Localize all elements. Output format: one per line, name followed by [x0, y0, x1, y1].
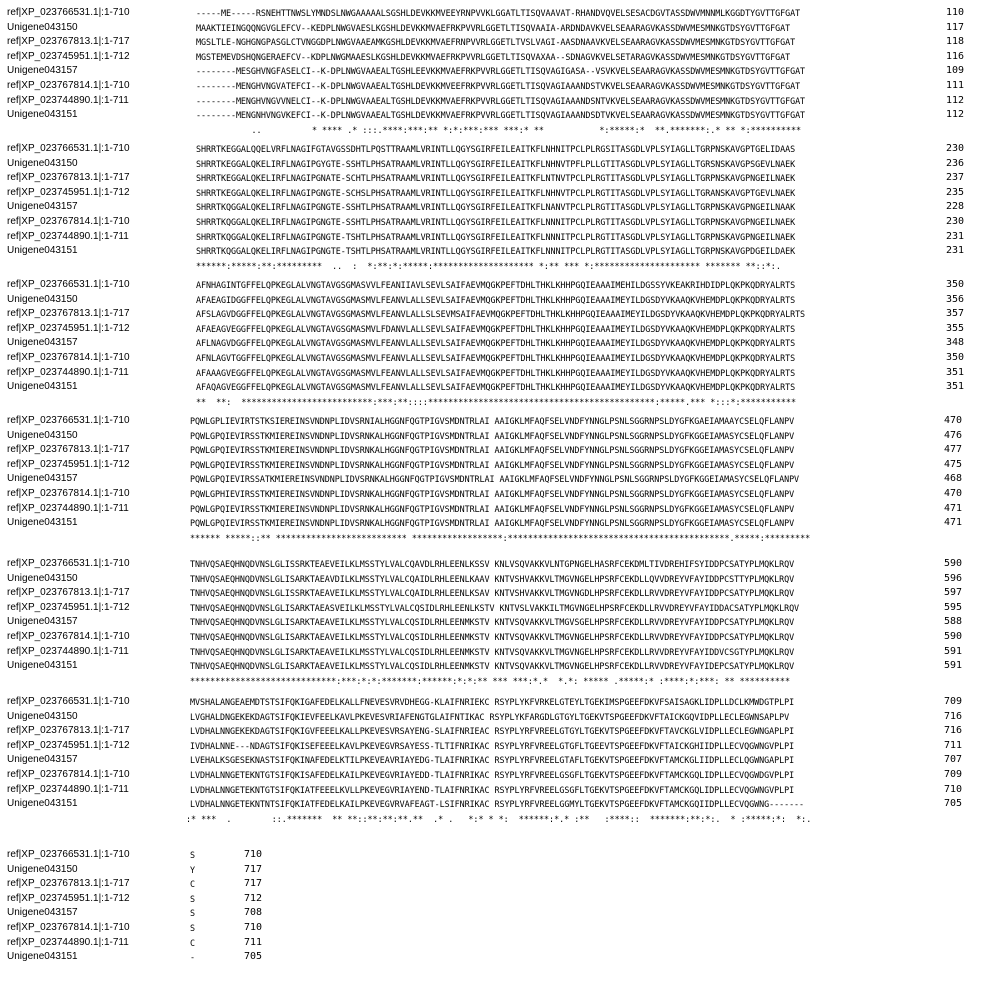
alignment-row	[0, 171, 986, 185]
sequence-name: Unigene043151	[7, 245, 78, 257]
residue-position: 231	[945, 230, 964, 242]
sequence-name: Unigene043151	[7, 381, 78, 393]
residue-position: 475	[943, 458, 962, 470]
residue-position: 355	[945, 322, 964, 334]
sequence-name: ref|XP_023767814.1|:1-710	[7, 769, 130, 780]
sequence-residues: PQWLGPQIEVIRSSTKMIEREINSVNDNPLIDVSRNKALHGGNFQGTPIGVSMDNTRLAI AAIGKLMFAQFSELVNDFYNNGLPSNLSGGRNPSLDYGFKGGEIAMASYCSELQFLANPV	[190, 459, 795, 470]
sequence-residues: MAAKTIEINGQQNGVGLEFCV--KEDPLNWGVAESLKGSHLDEVKKMVAEFRKPVVRLGGETLTISQVAAIA-ARDNDAVKVELSEAARAGVKASSDWVMESMNKGTDSYGVTTGFGAT	[196, 22, 791, 33]
alignment-row	[0, 443, 986, 457]
residue-position: 230	[945, 143, 964, 154]
sequence-residues: SHRRTKQGGALQKELIRFLNAGIPGNGTE-SSHTLPHSATRAAMLVRINTLLQGYSGIRFEILEAITKFLNNNITPCLPLRGTITASGDLVPLSYIAGLLTGRPNSKAVGPNGEILNAEK	[196, 217, 796, 227]
alignment-row	[0, 557, 986, 571]
alignment-row	[0, 336, 986, 350]
sequence-residues: LVEHALKSGESEKNASTSIFQKINAFEDELKTILPKEVEAVRIAYEDG-TLAIFNRIKAC RSYPLYRFVREELGTAFLTGEKVTSPGEEFDKVFTAMCKGLIIDPLLECLQGWNGAPLPI	[190, 755, 795, 766]
sequence-name: Unigene043150	[7, 21, 78, 33]
residue-position: 231	[945, 245, 964, 257]
alignment-row	[0, 429, 986, 443]
residue-position: 237	[945, 172, 964, 184]
residue-position: 708	[243, 907, 262, 919]
consensus-line: .. * **** .* :::.****:***:** *:*:***:*** ***:* ** *:*****:* **.*******:.* ** *:**********	[196, 124, 802, 135]
alignment-row	[0, 351, 986, 365]
alignment-row	[0, 921, 986, 935]
residue-position: 717	[243, 878, 262, 890]
consensus-line: :* *** . ::.******* ** **::**:**:**.** .* . *:* * *: ******:*.* :** :****:: *******:**:*:. * :*****:*: *:.	[186, 813, 812, 824]
residue-position: 591	[943, 645, 962, 657]
residue-position: 230	[945, 216, 964, 227]
alignment-row	[0, 458, 986, 472]
residue-position: 471	[943, 517, 962, 529]
sequence-residues: SHRRTKQGGALQKELIRFLNAGIPGNGTE-TSHTLPHSATRAAMLVRINTLLQGYSGIRFEILEAITKFLNNNITPCLPLRGTITASGDLVPLSYIAGLLTGRPNSKAVGPDGEILDAEK	[196, 246, 796, 257]
sequence-residues: TNHVQSAEQHNQDVNSLGLISARKTAEAVEILKLMSSTYLVALCQSIDLRHLEENMKSTV KNTVSQVAKKVLTMGVSGELHPSRFCEKDLLRVVDREYVFAYIDDPCSATYPLMQKLRQV	[190, 617, 795, 628]
sequence-name: Unigene043151	[7, 660, 78, 672]
sequence-residues: MGSLTLE-NGHGNGPASGLCTVNGGDPLNWGVAAEAMKGSHLDEVKKMVAEFRNPVVRLGGETLTVSLVAGI-AASDNAAVKVELSEAARAGVKASSDWVMESMNKGTDSYGVTTGFGAT	[196, 37, 796, 48]
alignment-row	[0, 244, 986, 258]
sequence-name: ref|XP_023766531.1|:1-710	[7, 143, 130, 154]
sequence-residues: S	[190, 850, 195, 860]
sequence-name: Unigene043157	[7, 337, 78, 349]
residue-position: 705	[943, 798, 962, 810]
alignment-row	[0, 414, 986, 428]
sequence-name: Unigene043151	[7, 517, 78, 529]
sequence-residues: TNHVQSAEQHNQDVNSLGLISARKTAEAVEILKLMSSTYLVALCQSIDLRHLEENMKSTV KNTVSQVAKKVLTMGVNGELHPSRFCEKDLLRVVDREYVFAYIDDVCSGTYPLMQKLRQV	[190, 646, 795, 657]
residue-position: 470	[943, 415, 962, 426]
residue-position: 588	[943, 616, 962, 628]
residue-position: 236	[945, 157, 964, 169]
sequence-name: ref|XP_023744890.1|:1-711	[7, 94, 129, 106]
alignment-row	[0, 157, 986, 171]
residue-position: 350	[945, 279, 964, 290]
alignment-block	[0, 695, 986, 830]
sequence-name: ref|XP_023744890.1|:1-711	[7, 783, 129, 795]
residue-position: 468	[943, 473, 962, 485]
residue-position: 707	[943, 754, 962, 766]
sequence-residues: PQWLGPQIEVIRSSTKMIEREINSVNDNPLIDVSRNKALHGGNFQGTPIGVSMDNTRLAI AAIGKLMFAQFSELVNDFYNNGLPSNLSGGRNPSLDYGFKGGEIAMASYCSELQFLANPV	[190, 518, 795, 529]
consensus-line: ****** *****::** ************************** ******************:********************************************.*****:*********	[190, 532, 811, 543]
alignment-block	[0, 414, 986, 549]
alignment-row	[0, 950, 986, 964]
sequence-residues: AFLNAGVDGGFFELQPKEGLALVNGTAVGSGMASMVLFEANVLALLSEVLSAIFAEVMQGKPEFTDHLTHKLKHHPGQIEAAAIMEYILDGSDYVKAAQKVHEMDPLQKPKQDRYALRTS	[196, 338, 796, 349]
alignment-row	[0, 64, 986, 78]
alignment-row	[0, 863, 986, 877]
sequence-residues: SHRRTKEGGALQQELVRFLNAGIFGTAVGSSDHTLPQSTTRAAMLVRINTLLQGYSGIRFEILEAITKFLNHNITPCLPLRGSITASGDLVPLSYIAGLLTGRPNSKAVGPTGELIDAAS	[196, 144, 796, 154]
sequence-name: ref|XP_023745951.1|:1-712	[7, 458, 130, 470]
consensus-line: ** **: **************************:***:**::::*********************************************:*****.*** *:::*:***********	[196, 396, 797, 407]
residue-position: 596	[943, 572, 962, 584]
alignment-row	[0, 739, 986, 753]
sequence-residues: PQWLGPQIEVIRSSTKMIEREINSVNDNPLIDVSRNKALHGGNFQGTPIGVSMDNTRLAI AAIGKLMFAQFSELVNDFYNNGLPSNLSGGRNPSLDYGFKGGEIAMASYCSELQFLANPV	[190, 445, 795, 456]
alignment-row	[0, 892, 986, 906]
sequence-residues: SHRRTKQGGALQKELIRFLNAGIPGNGTE-TSHTLPHSATRAAMLVRINTLLQGYSGIRFEILEAITKFLNNNITPCLPLRGTITASGDLVPLSYIAGLLTGRPNSKAVGPNGEILNAEK	[196, 231, 796, 242]
sequence-residues: PQWLGPQIEVIRSSTKMIEREINSVNDNPLIDVSRNKALHGGNFQGTPIGVSMDNTRLAI AAIGKLMFAQFSELVNDFYNNGLPSNLSGGRNPSLDYGFKGGEIAMASYCSELQFLANPV	[190, 503, 795, 514]
sequence-name: ref|XP_023744890.1|:1-711	[7, 230, 129, 242]
sequence-residues: C	[190, 879, 195, 890]
sequence-name: Unigene043150	[7, 863, 78, 875]
alignment-block	[0, 278, 986, 413]
sequence-name: ref|XP_023745951.1|:1-712	[7, 186, 130, 198]
residue-position: 477	[943, 444, 962, 456]
sequence-residues: AFSLAGVDGGFFELQPKEGLALVNGTAVGSGMASMVLFEANVLALLSLSEVMSAIFAEVMQGKPEFTDHLTHKLKHHPGQIEAAAIMEYILDGSDYVKAAQKVHEMDPLQKPKQDRYALRTS	[196, 309, 806, 320]
sequence-residues: S	[190, 908, 195, 919]
alignment-block	[0, 142, 986, 277]
sequence-name: ref|XP_023766531.1|:1-710	[7, 696, 130, 707]
sequence-residues: S	[190, 893, 195, 904]
residue-position: 470	[943, 488, 962, 499]
sequence-name: ref|XP_023744890.1|:1-711	[7, 502, 129, 514]
residue-position: 716	[943, 725, 962, 737]
sequence-residues: AFAEAGVEGGFFELQPKEGLALVNGTAVGSGMASMVLFDANVLALLSEVLSAIFAEVMQGKPEFTDHLTHKLKHHPGQIEAAAIMEYILDGSDYVKAAQKVHEMDPLQKPKQDRYALRTS	[196, 323, 796, 334]
residue-position: 709	[943, 769, 962, 780]
sequence-name: ref|XP_023766531.1|:1-710	[7, 279, 130, 290]
alignment-row	[0, 724, 986, 738]
sequence-name: Unigene043150	[7, 293, 78, 305]
alignment-block	[0, 848, 986, 983]
sequence-residues: -----ME-----RSNEHTTNWSLYMNDSLNWGAAAAALSGSHLDEVKKMVEEYRNPVVKLGGATLTISQVAAVAT-RHANDVQVELSESACDGVTASSDWVMNNMLKGGDTYGVTTGFGAT	[196, 8, 801, 18]
residue-position: 705	[243, 951, 262, 963]
sequence-residues: AFAAAGVEGGFFELQPKEGLALVNGTAVGSGMASMVLFEANVLALLSEVLSAIFAEVMQGKPEFTDHLTHKLKHHPGQIEAAAIMEYILDGSDYVKAAQKVHEMDPLQKPKQDRYALRTS	[196, 367, 796, 378]
alignment-row	[0, 230, 986, 244]
sequence-name: ref|XP_023766531.1|:1-710	[7, 415, 130, 426]
sequence-residues: TNHVQSAEQHNQDVNSLGLISARKTAEAVDILKLMSSTYLVALCQAIDLRHLEENLKAAV KNTVSHVAKKVLTMGVNGELHPSRFCEKDLLQVVDREYVFAYIDDPCSTTYPLMQKLRQV	[190, 573, 795, 584]
sequence-name: ref|XP_023767814.1|:1-710	[7, 80, 130, 91]
alignment-row	[0, 142, 986, 156]
residue-position: 591	[943, 660, 962, 672]
sequence-residues: AFNHAGINTGFFELQPKEGLALVNGTAVGSGMASVVLFEANIIAVLSEVLSAIFAEVMQGKPEFTDHLTHKLKHHPGQIEAAAIMEHILDGSSYVKEAKRIHDIDPLQKPKQDRYALRTS	[196, 280, 796, 290]
sequence-name: ref|XP_023767814.1|:1-710	[7, 216, 130, 227]
alignment-row	[0, 645, 986, 659]
residue-position: 711	[243, 936, 262, 948]
residue-position: 350	[945, 352, 964, 363]
residue-position: 228	[945, 201, 964, 213]
residue-position: 348	[945, 337, 964, 349]
sequence-residues: LVDHALNNGETEKNTGTSIFQKISAFEDELKAILPKEVEGVRIAYEDD-TLAIFNRIKAC RSYPLYRFVREELGSGFLTGEKVTSPGEEFDKVFTAMCKGQLIDPLLECVQGWDGVPLPI	[190, 770, 795, 780]
sequence-name: ref|XP_023767814.1|:1-710	[7, 488, 130, 499]
alignment-row	[0, 200, 986, 214]
sequence-residues: TNHVQSAEQHNQDVNSLGLISARKTAEAVEILKLMSSTYLVALCQSIDLRHLEENMKSTV KNTVSQVAKKVLTMGVNGELHPSRFCEKDLLRVVDREYVFAYIDDPCSATYPLMQKLRQV	[190, 632, 795, 642]
alignment-row	[0, 877, 986, 891]
residue-position: 476	[943, 429, 962, 441]
residue-position: 712	[243, 892, 262, 904]
alignment-row	[0, 848, 986, 862]
sequence-name: ref|XP_023767813.1|:1-717	[7, 36, 130, 48]
alignment-row	[0, 50, 986, 64]
residue-position: 710	[243, 849, 262, 860]
alignment-block	[0, 6, 986, 141]
sequence-residues: TNHVQSAEQHNQDVNSLGLISSRKTAEAVEILKLMSSTYLVALCQAIDLRHLEENLKSAV KNTVSHVAKKVLTMGVNGDLHPSRFCEKDLLRVVDREYVFAYIDDPCSATYPLMQKLRQV	[190, 588, 795, 599]
consensus-line: ******:*****:**:********* .. : *:**:*:*****:******************** *:** *** *:********************* ******* **::*:.	[196, 260, 781, 271]
sequence-residues: SHRRTKEGGALQKELIRFLNAGIPGNATE-SCHTLPHSATRAAMLVRINTLLQGYSGIRFEILEAITKFLNTNVTPCLPLRGTITASGDLVPLSYIAGLLTGRPNSKAVGPNGEILNAEK	[196, 173, 796, 184]
sequence-name: Unigene043151	[7, 798, 78, 810]
alignment-row	[0, 380, 986, 394]
alignment-row	[0, 659, 986, 673]
residue-position: 716	[943, 710, 962, 722]
sequence-name: ref|XP_023745951.1|:1-712	[7, 50, 130, 62]
alignment-row	[0, 472, 986, 486]
sequence-name: Unigene043157	[7, 754, 78, 766]
sequence-residues: TNHVQSAEQHNQDVNSLGLISARKTAEAVEILKLMSSTYLVALCQSIDLRHLEENMKSTV KNTVSQVAKKVLTMGVNGELHPSRFCEKDLLRVVDREYVFAYIDEPCSATYPLMQKLRQV	[190, 661, 795, 672]
sequence-name: ref|XP_023767814.1|:1-710	[7, 352, 130, 363]
residue-position: 710	[243, 922, 262, 933]
sequence-residues: IVDHALNNE---NDAGTSIFQKISEFEEELKAVLPKEVEGVRSAYESS-TLTIFNRIKAC RSYPLYRFVREELGTGFLTGEEVTSPGEEFDKVFTAICKGHIIDPLLECVQGWNGVPLPI	[190, 740, 795, 751]
residue-position: 111	[945, 80, 964, 91]
sequence-name: Unigene043157	[7, 201, 78, 213]
alignment-block	[0, 557, 986, 692]
sequence-name: ref|XP_023767813.1|:1-717	[7, 587, 130, 599]
sequence-name: Unigene043150	[7, 429, 78, 441]
residue-position: 112	[945, 94, 964, 106]
residue-position: 357	[945, 308, 964, 320]
sequence-residues: MGSTEMEVDSHQNGERAEFCV--KDPLNWGMAAESLKGSHLDEVKKMVAEFRKPVVRLGGETLTISQVAXAA--SDNAGVKVELSETARAGVKASSDWVMESMNKGTDSYGVTTGFGAT	[196, 51, 791, 62]
sequence-name: ref|XP_023745951.1|:1-712	[7, 601, 130, 613]
residue-position: 590	[943, 558, 962, 569]
sequence-name: Unigene043157	[7, 473, 78, 485]
alignment-row	[0, 35, 986, 49]
alignment-row	[0, 502, 986, 516]
alignment-row	[0, 94, 986, 108]
sequence-residues: LVDHALNNGETEKNTNTSIFQKIATFEDELKAILPKEVEGVRVAFEAGT-LSIFNRIKAC RSYPLYRFVREELGGMYLTGEKVTSPGEEFDKVFTAMCKGQIIDPLLECVQGWNG-------	[190, 799, 805, 810]
residue-position: 709	[943, 696, 962, 707]
sequence-name: ref|XP_023745951.1|:1-712	[7, 892, 130, 904]
sequence-name: ref|XP_023767813.1|:1-717	[7, 725, 130, 737]
sequence-name: ref|XP_023745951.1|:1-712	[7, 322, 130, 334]
alignment-row	[0, 487, 986, 501]
alignment-row	[0, 6, 986, 20]
residue-position: 471	[943, 502, 962, 514]
sequence-residues: AFAEAGIDGGFFELQPKEGLALVNGTAVGSGMASMVLFEANVLALLSEVLSAIFAEVMQGKPEFTDHLTHKLKHHPGQIEAAAIMEYILDGSDYVKAAQKVHEMDPLQKPKQDRYALRTS	[196, 294, 796, 305]
sequence-name: ref|XP_023767813.1|:1-717	[7, 878, 130, 890]
sequence-name: Unigene043150	[7, 157, 78, 169]
alignment-row	[0, 366, 986, 380]
alignment-row	[0, 906, 986, 920]
sequence-name: Unigene043151	[7, 109, 78, 121]
alignment-row	[0, 21, 986, 35]
alignment-row	[0, 615, 986, 629]
sequence-residues: SHRRTKQGGALQKELIRFLNAGIPGNGTE-SSHTLPHSATRAAMLVRINTLLQGYSGIRFEILEAITKFLNANVTPCLPLRGTITASGDLVPLSYIAGLLTGRPNSKAVGPNGEILNAAK	[196, 202, 796, 213]
sequence-residues: AFAQAGVEGGFFELQPKEGLALVNGTAVGSGMASMVLFEANVLALLSEVLSAIFAEVMQGKPEFTDHLTHKLKHHPGQIEAAAIMEYILDGSDYVKAAQKVHEMDPLQKPKQDRYALRTS	[196, 382, 796, 393]
sequence-name: ref|XP_023767814.1|:1-710	[7, 631, 130, 642]
sequence-name: ref|XP_023767813.1|:1-717	[7, 444, 130, 456]
sequence-residues: SHRRTKEGGALQKELIRFLNAGIPGYGTE-SSHTLPHSATRAAMLVRINTLLQGYSGIRFEILEAITKFLNHNVTPFLPLLGTITASGDLVPLSYIAGLLTGRSNSKAVGPSGEVLNAEK	[196, 158, 796, 169]
sequence-residues: LVDHALNNGETEKNTGTSIFQKIATFEEELKVLLPKEVEGVRIAYEND-TLAIFNRIKAC RSYPLYRFVREELGSGFLTGEKVTSPGEEFDKVFTAMCKGQLIDPLLECVQGWNGVPLPI	[190, 784, 795, 795]
sequence-name: ref|XP_023744890.1|:1-711	[7, 645, 129, 657]
residue-position: 118	[945, 36, 964, 48]
residue-position: 597	[943, 587, 962, 599]
sequence-name: ref|XP_023766531.1|:1-710	[7, 7, 130, 18]
sequence-residues: LVGHALDNGEKEKDAGTSIFQKIEVFEELKAVLPKEVESVRIAFENGTGLAIFNTIKAC RSYPLYKFARGDLGTGYLTGEKVTSPGEEFDKVFTAICKGQVIDPLLECLEGWNSAPLPV	[190, 711, 790, 722]
alignment-row	[0, 695, 986, 709]
alignment-row	[0, 601, 986, 615]
sequence-name: ref|XP_023744890.1|:1-711	[7, 366, 129, 378]
alignment-row	[0, 710, 986, 724]
sequence-residues: MVSHALANGEAEMDTSTSIFQKIGAFEDELKALLFNEVESVRVDHEGG-KLAIFNRIEKC RSYPLYKFVRKELGTEYLTGEKIMSPGEEFDKVFSAISAGKLIDPLLDCLKMWDGTPLPI	[190, 697, 795, 707]
sequence-residues: -	[190, 952, 195, 963]
sequence-residues: S	[190, 923, 195, 933]
alignment-row	[0, 322, 986, 336]
consensus-line: *****************************:***:*:*:*******:******:*:*:** *** ***:*.* *.*: ***** .*****:* :****:*:***: ** **********	[190, 675, 791, 686]
alignment-row	[0, 307, 986, 321]
residue-position: 109	[945, 65, 964, 77]
sequence-residues: PQWLGPQIEVIRSSTKMIEREINSVNDNPLIDVSRNKALHGGNFQGTPIGVSMDNTRLAI AAIGKLMFAQFSELVNDFYNNGLPSNLSGGRNPSLDYGFKGGEIAMASYCSELQFLANPV	[190, 430, 795, 441]
sequence-residues: --------MESGHVNGFASELCI--K-DPLNWGVAAEALTGSHLEEVKKMVAEFRKPVVRLGGETLTISQVAGIGASA--VSVKVELSEAARAGVKASSDWVMESMNKGTDSYGVTTGFGAT	[196, 66, 806, 77]
residue-position: 717	[243, 863, 262, 875]
sequence-residues: LVDHALNNGEKEKDAGTSIFQKIGVFEEELKALLPKEVESVRSAYENG-SLAIFNRIEAC RSYPLYRFVREELGTGYLTGEKVTSPGEEFDKVFTAVCKGLVIDPLLECLEGWNGAPLPI	[190, 726, 795, 737]
sequence-name: ref|XP_023767813.1|:1-717	[7, 308, 130, 320]
alignment-row	[0, 79, 986, 93]
sequence-residues: PQWLGPHIEVIRSSTKMIEREINSVNDNPLIDVSRNKALHGGNFQGTPIGVSMDNTRLAI AAIGKLMFAQFSELVNDFYNNGLPSNLSGGRNPSLDYGFKGGEIAMASYCSELQFLANPV	[190, 489, 795, 499]
alignment-row	[0, 936, 986, 950]
alignment-row	[0, 293, 986, 307]
sequence-name: Unigene043157	[7, 65, 78, 77]
alignment-row	[0, 783, 986, 797]
sequence-residues: Y	[190, 864, 195, 875]
sequence-residues: PQWLGPLIEVIRTSTKSIEREINSVNDNPLIDVSRNIALHGGNFQGTPIGVSMDNTRLAI AAIGKLMFAQFSELVNDFYNNGLPSNLSGGRNPSLDYGFKGAEIAMAAYCSELQFLANPV	[190, 416, 795, 426]
residue-position: 351	[945, 366, 964, 378]
sequence-name: ref|XP_023767814.1|:1-710	[7, 922, 130, 933]
residue-position: 595	[943, 601, 962, 613]
sequence-residues: --------MENGNHVNGVKEFCI--K-DPLNWGVAAEALTGSHLDEVKKMVAEFRKPVVRLGGETLTISQVAGIAAANDSDTVKVELSEAARAGVKASSDWVMESMNKGTDSYGVTTGFGAT	[196, 110, 806, 121]
alignment-row	[0, 215, 986, 229]
alignment-row	[0, 572, 986, 586]
sequence-residues: PQWLGPQIEVIRSSATKMIEREINSVNDNPLIDVSRNKALHGGNFQGTPIGVSMDNTRLAI AAIGKLMFAQFSELVNDFYNNGLPSNLSGGRNPSLDYGFKGGEIAMASYCSELQFLANPV	[190, 474, 800, 485]
sequence-name: ref|XP_023744890.1|:1-711	[7, 936, 129, 948]
sequence-name: ref|XP_023767813.1|:1-717	[7, 172, 130, 184]
residue-position: 711	[943, 739, 962, 751]
sequence-residues: --------MENGHVNGVVNELCI--K-DPLNWGVAAEALTGSHLDEVKKMVAEFRKPVVRLGGETLTISQVAGIAAANDSNTVKVELSEAARAGVKASSDWVMESMNKGTDSYGVTTGFGAT	[196, 95, 806, 106]
sequence-name: Unigene043157	[7, 907, 78, 919]
residue-position: 116	[945, 50, 964, 62]
sequence-residues: TNHVQSAEQHNQDVNSLGLISARKTAEASVEILKLMSSTYLVALCQSIDLRHLEENLKSTV KNTVSLVAKKILTMGVNGELHPSRFCEKDLLRVVDREYVFAYIDDACSATYPLMQKLRQV	[190, 602, 800, 613]
residue-position: 117	[945, 21, 964, 33]
alignment-row	[0, 586, 986, 600]
residue-position: 590	[943, 631, 962, 642]
sequence-residues: C	[190, 937, 195, 948]
residue-position: 710	[943, 783, 962, 795]
alignment-row	[0, 108, 986, 122]
sequence-residues: --------MENGHVNGVATEFCI--K-DPLNWGVAAEALTGSHLDEVKKMVEEFRKPVVRLGGETLTISQVAGIAAANDSTVKVELSEAARAGVKASSDWVMESMNKGTDSYGVTTGFGAT	[196, 81, 801, 91]
residue-position: 112	[945, 109, 964, 121]
sequence-name: ref|XP_023745951.1|:1-712	[7, 739, 130, 751]
alignment-row	[0, 768, 986, 782]
sequence-name: Unigene043157	[7, 616, 78, 628]
sequence-residues: AFNLAGVTGGFFELQPKEGLALVNGTAVGSGMASMVLFEANVLALLSEVLSAIFAEVMQGKPEFTDHLTHKLKHHPGQIEAAAIMEYILDGSDYVKAAQKVHEMDPLQKPKQDRYALRTS	[196, 353, 796, 363]
residue-position: 351	[945, 381, 964, 393]
alignment-row	[0, 630, 986, 644]
sequence-name: Unigene043151	[7, 951, 78, 963]
alignment-row	[0, 797, 986, 811]
alignment-row	[0, 278, 986, 292]
alignment-row	[0, 753, 986, 767]
sequence-name: Unigene043150	[7, 710, 78, 722]
residue-position: 356	[945, 293, 964, 305]
alignment-row	[0, 516, 986, 530]
sequence-name: ref|XP_023766531.1|:1-710	[7, 558, 130, 569]
sequence-residues: SHRRTKEGGALQKELIRFLNAGIPGNGTE-SCHSLPHSATRAAMLVRINTLLQGYSGIRFEILEAITKFLNHNVTPCLPLRGTITASGDLVPLSYIAGLLTGRANSKAVGPTGEVLNAEK	[196, 187, 796, 198]
sequence-name: ref|XP_023766531.1|:1-710	[7, 849, 130, 860]
alignment-row	[0, 186, 986, 200]
sequence-name: Unigene043150	[7, 572, 78, 584]
sequence-residues: TNHVQSAEQHNQDVNSLGLISSRKTEAEVEILKLMSSTYLVALCQAVDLRHLEENLKSSV KNLVSQVAKKVLNTGPNGELHASRFCEKDMLTIVDREHIFSYIDDPCSATYPLMQKLRQV	[190, 559, 795, 569]
residue-position: 110	[945, 7, 964, 18]
residue-position: 235	[945, 186, 964, 198]
